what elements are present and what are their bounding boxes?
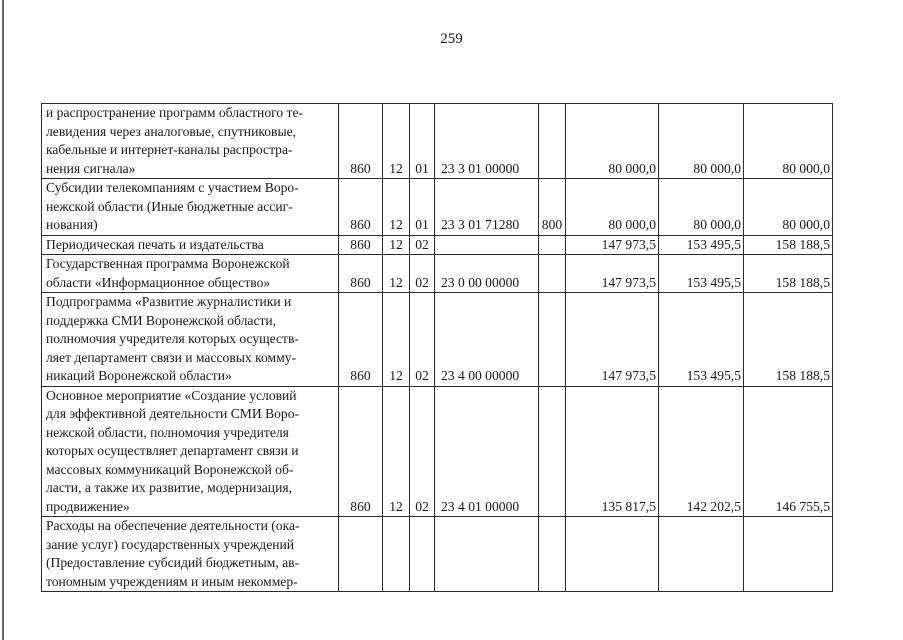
cell-name — [42, 293, 339, 387]
cell-year3: 158 188,5 — [744, 293, 833, 387]
budget-table — [41, 103, 833, 592]
cell-csr: 23 4 01 00000 — [435, 386, 539, 517]
cell-year3: 146 755,5 — [744, 386, 833, 517]
cell-year3: 158 188,5 — [744, 235, 833, 255]
cell-rz — [383, 517, 410, 592]
table-row — [42, 255, 833, 293]
cell-year1: 147 973,5 — [566, 255, 659, 293]
cell-pr — [410, 517, 435, 592]
table-row — [42, 386, 833, 517]
cell-gr: 860 — [339, 104, 383, 179]
cell-year1 — [566, 517, 659, 592]
name-line: Основное мероприятие «Создание условий — [46, 387, 297, 403]
cell-name — [42, 255, 339, 293]
cell-year2 — [659, 517, 744, 592]
table-row — [42, 517, 833, 592]
cell-pr: 01 — [410, 104, 435, 179]
page-left-edge — [2, 0, 4, 640]
table-row — [42, 293, 833, 387]
cell-rz: 12 — [383, 179, 410, 236]
name-line: ляет департамент связи и массовых комму- — [46, 349, 297, 365]
name-line: нения сигнала» — [46, 160, 136, 176]
name-line: и распространение программ областного те- — [46, 105, 304, 120]
name-line: нежской области, полномочия учредителя — [46, 424, 289, 440]
cell-gr: 860 — [339, 386, 383, 517]
table-row — [42, 235, 833, 255]
cell-year1: 135 817,5 — [566, 386, 659, 517]
name-line: продвижение» — [46, 498, 130, 514]
cell-year2: 153 495,5 — [659, 255, 744, 293]
name-line: Расходы на обеспечение деятельности (ока- — [46, 518, 300, 533]
table-row — [42, 104, 833, 179]
cell-year3 — [744, 517, 833, 592]
cell-csr: 23 3 01 71280 — [435, 179, 539, 236]
cell-year3: 80 000,0 — [744, 179, 833, 236]
cell-csr — [435, 235, 539, 255]
table-row — [42, 179, 833, 236]
name-line: области «Информационное общество» — [46, 274, 271, 290]
cell-vr — [539, 517, 566, 592]
name-line: Субсидии телекомпаниям с участием Воро- — [46, 180, 299, 195]
cell-rz: 12 — [383, 293, 410, 387]
cell-year2: 153 495,5 — [659, 293, 744, 387]
cell-year1: 80 000,0 — [566, 104, 659, 179]
cell-name — [42, 104, 339, 179]
cell-year3: 158 188,5 — [744, 255, 833, 293]
name-line: полномочия учредителя которых осуществ- — [46, 331, 299, 346]
cell-gr: 860 — [339, 255, 383, 293]
cell-name — [42, 386, 339, 517]
cell-csr: 23 0 00 00000 — [435, 255, 539, 293]
cell-vr: 800 — [539, 179, 566, 236]
page-number: 259 — [440, 31, 463, 47]
cell-csr: 23 3 01 00000 — [435, 104, 539, 179]
cell-gr: 860 — [339, 235, 383, 255]
name-line: нежской области (Иные бюджетные ассиг- — [46, 198, 293, 214]
cell-pr: 02 — [410, 293, 435, 387]
name-line: кабельные и интернет-каналы распростра- — [46, 142, 293, 157]
name-line: Подпрограмма «Развитие журналистики и — [46, 294, 292, 309]
cell-vr — [539, 235, 566, 255]
cell-year3: 80 000,0 — [744, 104, 833, 179]
cell-csr — [435, 517, 539, 592]
cell-name — [42, 235, 339, 255]
cell-pr: 01 — [410, 179, 435, 236]
cell-vr — [539, 386, 566, 517]
cell-csr: 23 4 00 00000 — [435, 293, 539, 387]
cell-gr — [339, 517, 383, 592]
name-line: Периодическая печать и издательства — [46, 236, 264, 252]
name-line: для эффективной деятельности СМИ Воро- — [46, 406, 300, 421]
cell-year1: 147 973,5 — [566, 235, 659, 255]
cell-year2: 142 202,5 — [659, 386, 744, 517]
cell-year2: 80 000,0 — [659, 104, 744, 179]
cell-gr: 860 — [339, 179, 383, 236]
cell-year2: 80 000,0 — [659, 179, 744, 236]
name-line: ласти, а также их развитие, модернизация, — [46, 480, 293, 495]
name-line: (Предоставление субсидий бюджетным, ав- — [46, 555, 300, 570]
cell-pr: 02 — [410, 386, 435, 517]
name-line: нования) — [46, 217, 98, 232]
cell-rz: 12 — [383, 255, 410, 293]
cell-rz: 12 — [383, 386, 410, 517]
name-line: поддержка СМИ Воронежской области, — [46, 312, 277, 328]
cell-year1: 80 000,0 — [566, 179, 659, 236]
name-line: тономным учреждениям и иным некоммер- — [46, 573, 298, 589]
name-line: левидения через аналоговые, спутниковые, — [46, 123, 297, 139]
cell-gr: 860 — [339, 293, 383, 387]
name-line: массовых коммуникаций Воронежской об- — [46, 461, 294, 477]
cell-vr — [539, 293, 566, 387]
cell-vr — [539, 255, 566, 293]
name-line: которых осуществляет департамент связи и — [46, 443, 299, 458]
cell-rz: 12 — [383, 235, 410, 255]
name-line: никаций Воронежской области» — [46, 368, 232, 383]
cell-rz: 12 — [383, 104, 410, 179]
cell-name — [42, 179, 339, 236]
cell-name — [42, 517, 339, 592]
cell-year2: 153 495,5 — [659, 235, 744, 255]
cell-pr: 02 — [410, 235, 435, 255]
name-line: зание услуг) государственных учреждений — [46, 536, 295, 552]
cell-vr — [539, 104, 566, 179]
name-line: Государственная программа Воронежской — [46, 256, 290, 271]
cell-pr: 02 — [410, 255, 435, 293]
cell-year1: 147 973,5 — [566, 293, 659, 387]
